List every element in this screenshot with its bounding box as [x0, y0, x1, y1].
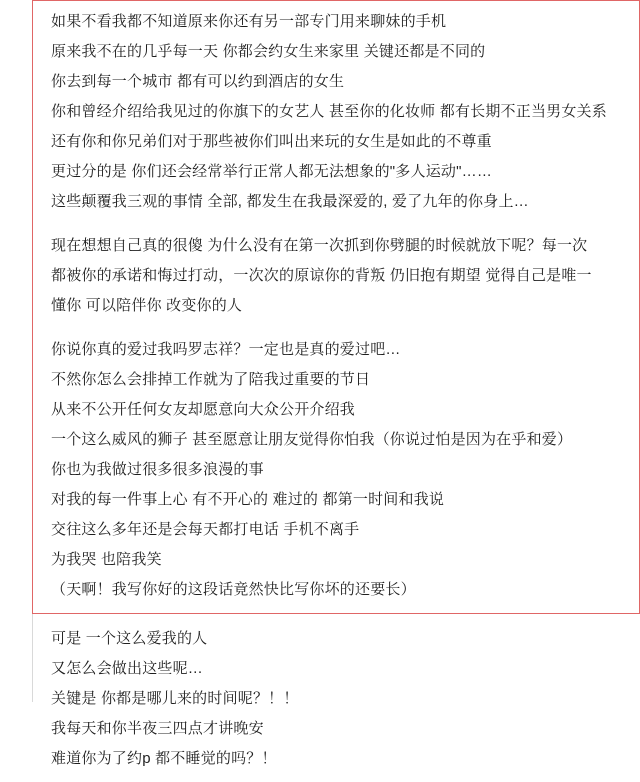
paragraph-spacer	[51, 321, 624, 335]
text-line: 我每天和你半夜三四点才讲晚安	[51, 720, 264, 737]
text-line: 懂你 可以陪伴你 改变你的人	[51, 297, 243, 314]
text-line: 不然你怎么会排掉工作就为了陪我过重要的节日	[51, 371, 371, 388]
text-line: 又怎么会做出这些呢…	[51, 660, 204, 677]
text-line: 如果不看我都不知道原来你还有另一部专门用来聊妹的手机	[51, 13, 447, 30]
text-line: 还有你和你兄弟们对于那些被你们叫出来玩的女生是如此的不尊重	[51, 133, 492, 150]
text-line: 都被你的承诺和悔过打动，一次次的原谅你的背叛 仍旧抱有期望 觉得自己是唯一	[51, 267, 592, 284]
text-line: 这些颠覆我三观的事情 全部, 都发生在我最深爱的, 爱了九年的你身上…	[51, 193, 529, 210]
document-content	[33, 0, 640, 767]
paragraph-2	[51, 231, 624, 321]
text-line: 一个这么威风的狮子 甚至愿意让朋友觉得你怕我（你说过怕是因为在乎和爱）	[51, 431, 573, 448]
paragraph-4	[51, 624, 624, 774]
text-line: 现在想想自己真的很傻 为什么没有在第一次抓到你劈腿的时候就放下呢？每一次	[51, 237, 588, 254]
paragraph-spacer	[51, 217, 624, 231]
text-line: 你和曾经介绍给我见过的你旗下的女艺人 甚至你的化妆师 都有长期不正当男女关系	[51, 103, 607, 120]
text-line: （天啊！我写你好的这段话竟然快比写你坏的还要长）	[51, 581, 416, 598]
paragraph-3	[51, 335, 624, 605]
text-line: 可是 一个这么爱我的人	[51, 630, 208, 647]
text-line: 更过分的是 你们还会经常举行正常人都无法想象的"多人运动"……	[51, 163, 493, 180]
text-line: 对我的每一件事上心 有不开心的 难过的 都第一时间和我说	[51, 491, 445, 508]
paragraph-1	[51, 7, 624, 217]
text-line: 交往这么多年还是会每天都打电话 手机不离手	[51, 521, 360, 538]
text-line: 你说你真的爱过我吗罗志祥？一定也是真的爱过吧…	[51, 341, 401, 358]
text-line: 从来不公开任何女友却愿意向大众公开介绍我	[51, 401, 356, 418]
text-line: 你去到每一个城市 都有可以约到酒店的女生	[51, 73, 345, 90]
highlighted-text-block	[33, 0, 640, 614]
continuation-text-block	[33, 614, 640, 782]
text-line: 你也为我做过很多很多浪漫的事	[51, 461, 264, 478]
text-line: 关键是 你都是哪儿来的时间呢？！！	[51, 690, 299, 707]
text-line: 为我哭 也陪我笑	[51, 551, 162, 568]
text-line: 原来我不在的几乎每一天 你都会约女生来家里 关键还都是不同的	[51, 43, 486, 60]
text-line: 难道你为了约p 都不睡觉的吗？！	[51, 750, 277, 767]
